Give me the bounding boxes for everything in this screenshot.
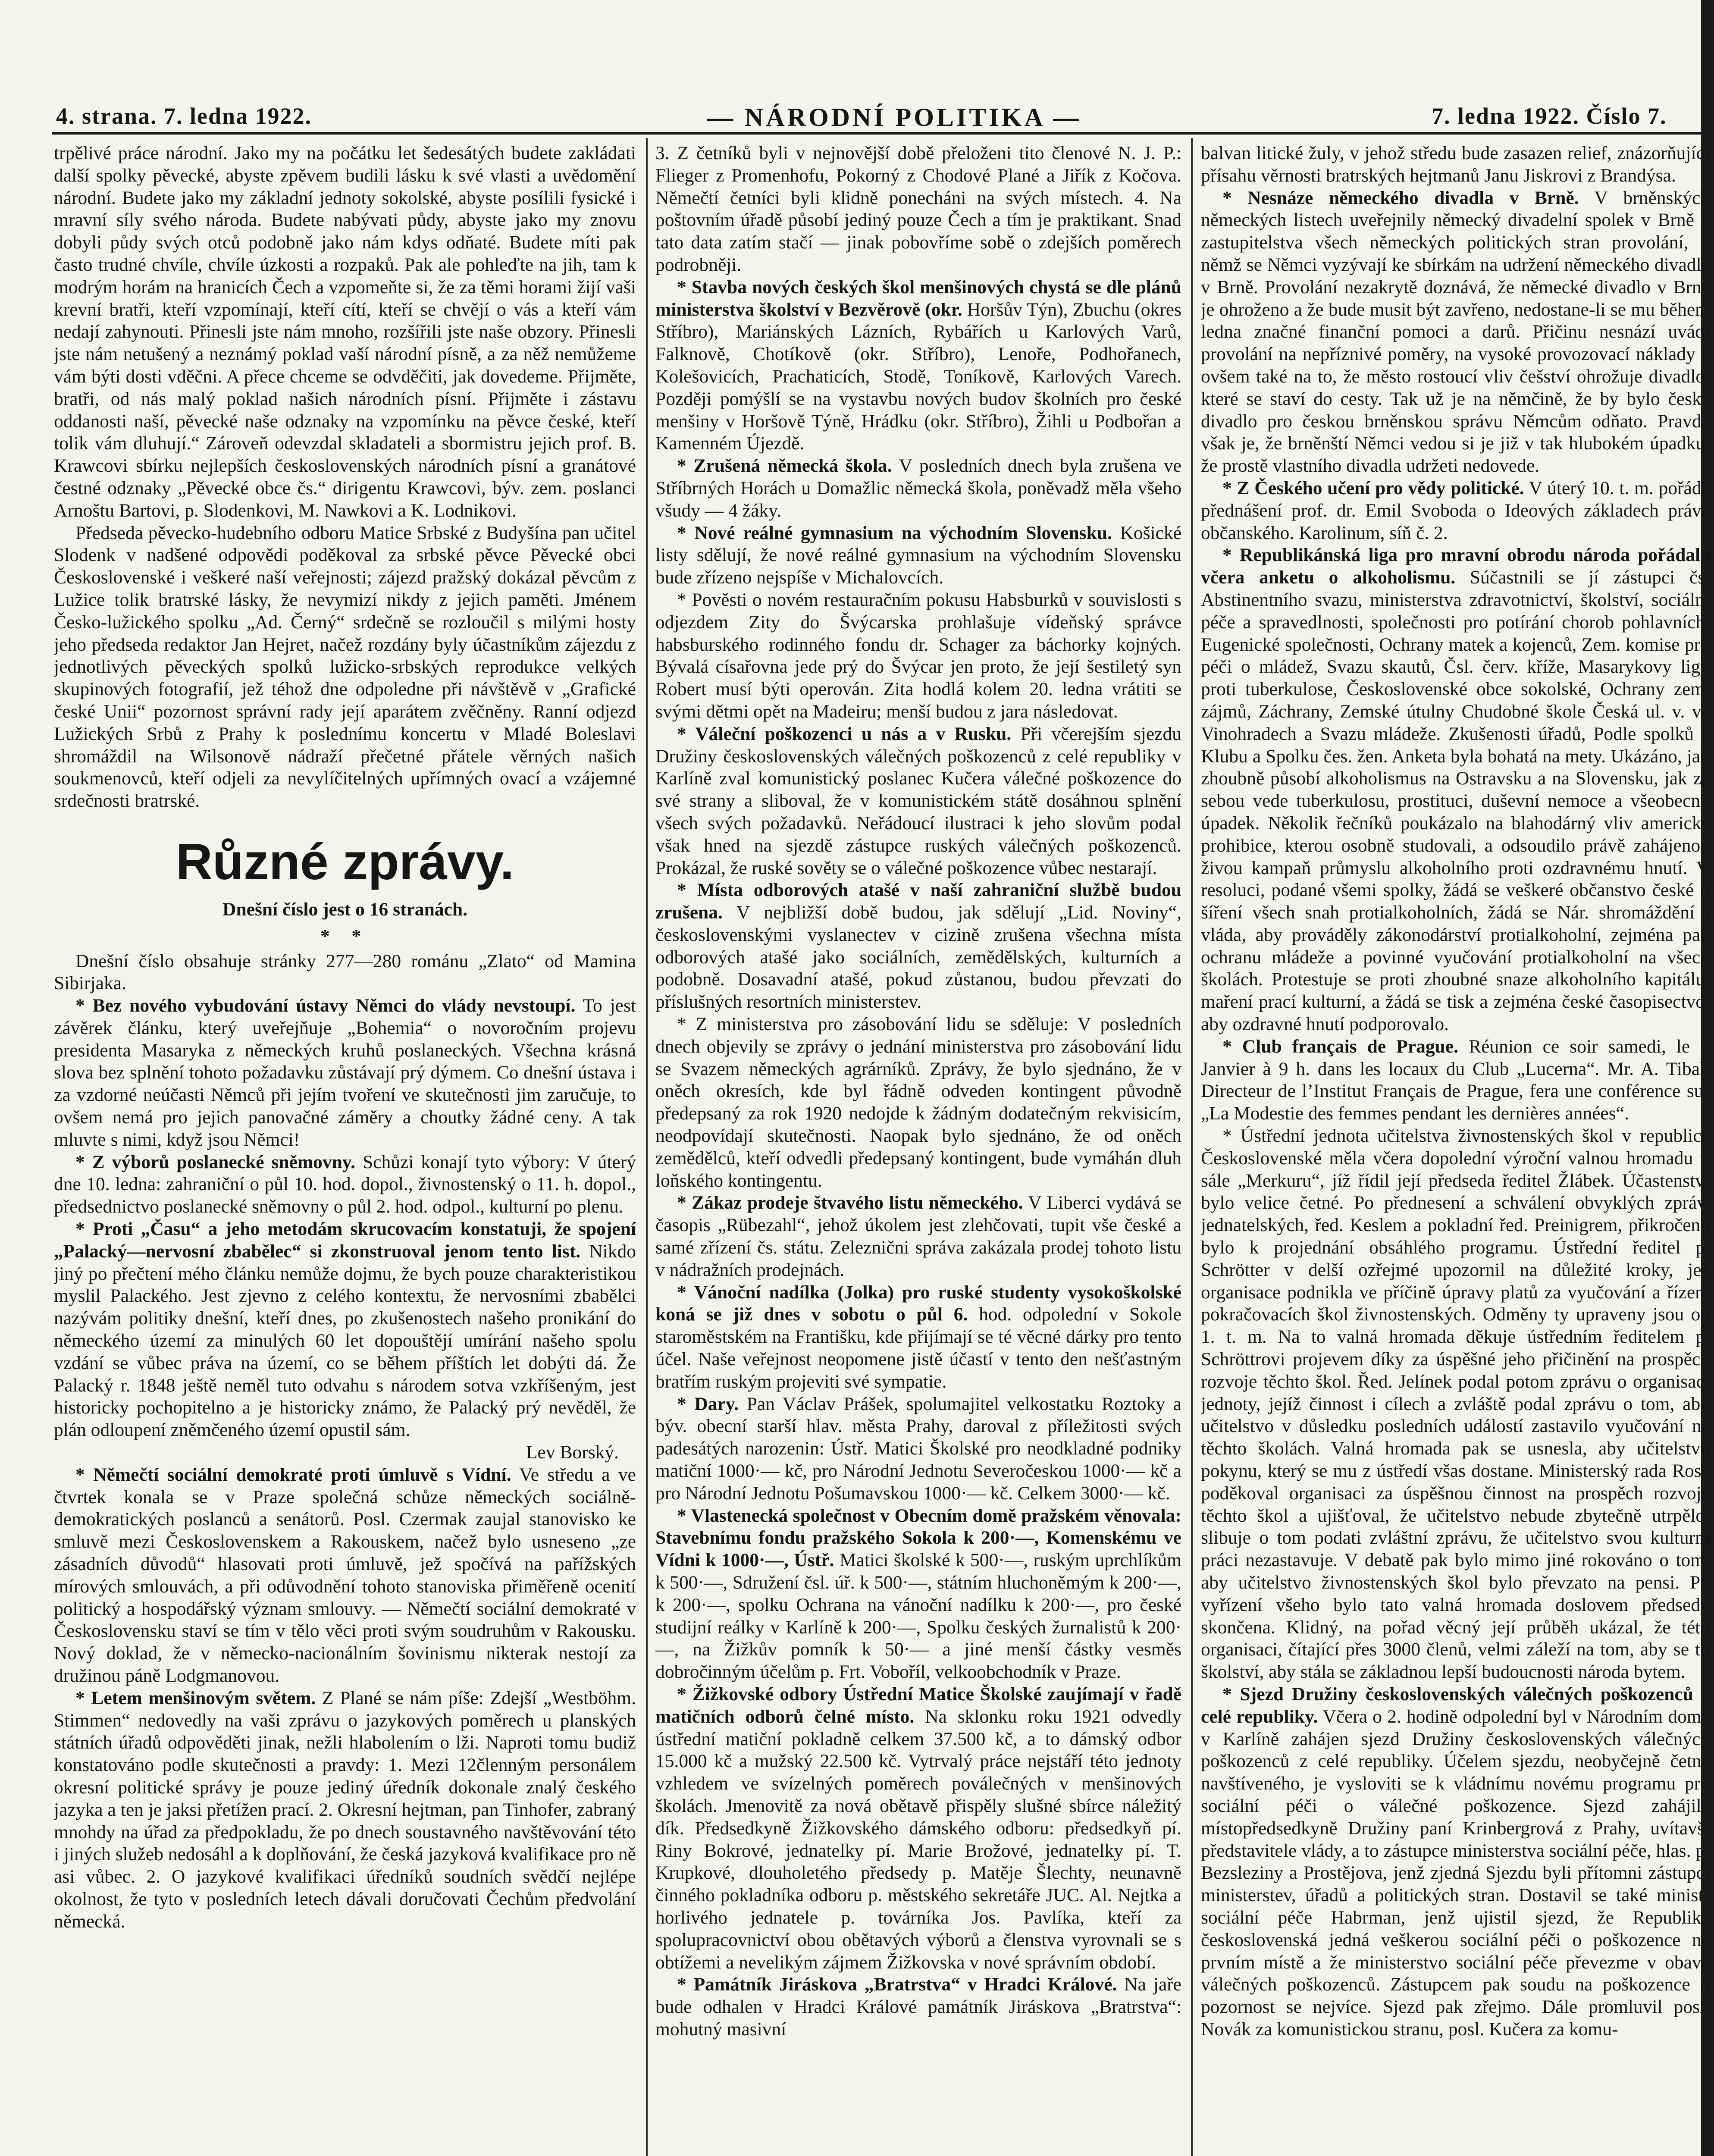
article-paragraph: trpělivé práce národní. Jako my na počátku let šedesátých budete zakládati další spolky pěvecké, abyste zpěvem budili lásku k své vlasti a uvědomění národní. Budete jako my základní jednoty sokolské, abyste posílili fysické i mravní síly svého národa. Budete nabývati půdy, abyste jako my znovu dobyli půdy svých otců podobně jako nám kdys odňaté. Budete míti pak často trudné chvíle, chvíle úzkosti a rozpaků. Pak ale pohleďte na jih, tam k modrým horám na hranicích Čech a vzpomeňte si, že za těmi horami žijí vaši krevní bratři, kteří vzpomínají, kteří cítí, kteří se chvějí o vás a kteří vám nedají zahynouti. Přinesli jste nám mnoho, rozšířili jste naše obzory. Přinesli jste nám netušený a neznámý poklad vaší národní písně, a za něž nemůžeme vám býti dosti vděčni. A přece chceme se odvděčiti, jak dovedeme. Přijměte, bratři, od nás malý poklad našich národních písní. Přijměte i zástavu oddanosti naší, pěvecké naše odznaky na vzpomínku na pěvce české, kteří tolik vám dluhují.“ Zároveň odevzdal skladateli a sbormistru jejich prof. B. Krawcovi sbírku nejlepších československých národních písní a granátové čestné odznaky „Pěvecké obce čs.“ dirigentu Krawcovi, býv. zem. poslanci Arnoštu Bartovi, p. Slodenkovi, M. Nawkovi a K. Lodnikovi.	[54, 143, 636, 521]
news-headline: * Sjezd Družiny československých válečných poškozenců z celé republiky.	[1201, 1683, 1710, 1727]
news-item: * Z výborů poslanecké sněmovny. Schůzi konají tyto výbory: V úterý dne 10. ledna: zahraniční o půl 10. hod. dopol., živnostenský o 11. h. dopol., předsednictvo poslanecké sněmovny o půl 2. hod. odpol., kulturní po plenu.	[54, 1151, 636, 1217]
column-2	[655, 142, 1181, 2156]
news-item: * Zákaz prodeje štvavého listu německého. V Liberci vydává se časopis „Rübezahl“, jehož úkolem jest zlehčovati, tupit vše české a samé zřízení čs. státu. Zeleznični správa zakázala prodej tohoto listu v nádražních prodejnách.	[655, 1192, 1181, 1280]
news-item: 3. Z četníků byli v nejnovější době přeloženi tito členové N. J. P.: Flieger z Promenhofu, Pokorný z Chodové Plané a Jiřík z Kočova. Němečtí četníci byli klidně ponecháni na svých místech. 4. Na poštovním úřadě působí jediný pouze Čech a tím je praktikant. Snad tato data zatím stačí — jinak pobovříme sobě o zdejších poměrech podrobněji.	[655, 143, 1181, 275]
news-item: * Bez nového vybudování ústavy Němci do vlády nevstoupí. To jest závěrek článku, který uveřejňuje „Bohemia“ o novoročním projevu presidenta Masaryka z německých kruhů poslaneckých. Všechna krásná slova bez splnění tohoto požadavku zůstávají prý dýmem. Co dnešní ústava i za vzdorné neúčasti Němců při jejím tvoření ve skutečnosti jim zaručuje, to ovšem nemá pro jejich panovačné záměry a choutky žádné ceny. A tak mluvte s nimi, když jsou Němci!	[54, 995, 636, 1150]
news-headline: * Vlastenecká společnost v Obecním domě pražském věnovala: Stavebnímu fondu pražského Sokola k 200·—, Komenskému ve Vídni k 1000·—, Ústř.	[655, 1505, 1181, 1571]
news-item: * Sjezd Družiny československých válečných poškozenců z celé republiky. Včera o 2. hodině odpolední byl v Národním domě v Karlíně zahájen sjezd Družiny československých válečných poškozenců z celé republiky. Účelem sjezdu, neobyčejně četně navštíveného, je vysloviti se k vládnímu novému programu pro sociální péči o válečné poškozence. Sjezd zahájila místopředsedkyně Družiny paní Krinbergrová z Prahy, uvítavši představitele vlády, a to zástupce ministerstva sociální péče, hlas. p. Bezsleziny a Prostějova, jenž zjedná Sjezdu byli přítomni zástupci ministerstev, úřadů a politických stran. Dostavil se také ministr sociální péče Habrman, jenž ujistil sjezd, že Republika československá jedná veškerou sociální péči o poškozence na prvním místě a že ministerstvo sociální péče převezme v obavě válečných poškozenců. Zástupcem pak soudu na poškozence o pozornost se nejvíce. Sjezd pak zřejmo. Dále promluvil posl. Novák za komunistickou stranu, posl. Kučera za komu-	[1201, 1683, 1710, 2040]
news-headline: * Republikánská liga pro mravní obrodu národa pořádala včera anketu o alkoholismu.	[1201, 545, 1710, 588]
news-headline: * Proti „Času“ a jeho metodám skrucovacím konstatuji, že spojení „Palacký—nervosní zbabělec“ si zkonstruoval jenom tento list.	[54, 1219, 636, 1262]
column-divider	[1191, 138, 1193, 2156]
news-item: * Republikánská liga pro mravní obrodu národa pořádala včera anketu o alkoholismu. Súčastnili se jí zástupci čs. Abstinentního svazu, ministerstva zdravotnictví, školství, sociální péče a spravedlnosti, společnosti pro potírání chorob pohlavních, Eugenické společnosti, Ochrany matek a kojenců, Zem. komise pro péči o mládež, Svazu skautů, Čsl. červ. kříže, Masarykovy ligy proti tuberkulose, Československé obce sokolské, Ochrany zem. zájmů, Záchrany, Zemské útulny Chudobné škole Česká ul. v. ve Vinohradech a Svazu mládeže. Zkušenosti úřadů, Podle spolků a Klubu a Spolku čes. žen. Anketa byla bohatá na mety. Ukázáno, jak zhoubně působí alkoholismus na Ostravsku a na Slovensku, jak za sebou vede tuberkulosu, prostituci, duševní nemoce a všeobecný úpadek. Několik řečníků poukázalo na blahodárný vliv americké prohibice, kterou osobně studovali, a odsoudilo právě zahájenou živou kampaň průmyslu alkoholního proti ozdravnému hnutí. V resoluci, podané všemi spolky, žádá se veškeré občanstvo české o šíření všech snah protialkoholních, žádá se Nár. shromáždění i vláda, aby prováděly zákonodárství protialkoholní, zejména pak ochranu mládeže a povinné vyučování protialkoholní na všech školách. Protestuje se proti zhoubné snaze alkoholního kapitálu, maření prací kulturní, a žádá se tisk a zejména české časopisectvo, aby ozdravné hnutí podporovalo.	[1201, 545, 1710, 1035]
news-headline: * Dary.	[677, 1393, 739, 1414]
author-signature: Lev Borský.	[526, 1442, 619, 1463]
news-headline: * Zákaz prodeje štvavého listu německého.	[677, 1192, 1023, 1213]
header-page-date: 4. strana. 7. ledna 1922.	[56, 103, 312, 129]
news-item: * Letem menšinovým světem. Z Plané se nám píše: Zdejší „Westböhm. Stimmen“ nedovedly na vaši zprávu o jazykových poměrech u planských státních úřadů odpověděti jinak, nežli hlabolením o lži. Naproti tomu budiž konstatováno podle skutečnosti a pravdy: 1. Mezi 12členným personálem okresní politické správy je pouze jediný úředník dokonale znalý českého jazyka a ten je jaksi přetížen prací. 2. Okresní hejtman, pan Tinhofer, zabraný mnohdy na úřad za předpokladu, že po dnech soustavného navštěvování této i jiných služeb nedosáhl a k doplňování, že česká jazyková kvalifikace pro ně asi vůbec. 2. O jazykové kvalifikaci úředníků soudních svědčí nejlépe okolnost, že tyto v posledních letech dávali doručovati Čechům předvolání německá.	[54, 1687, 636, 1932]
news-headline: * Památník Jiráskova „Bratrstva“ v Hradci Králové.	[677, 1974, 1117, 1995]
news-item: balvan litické žuly, v jehož středu bude zasazen relief, znázorňující přísahu věrnosti bratrských hejtmanů Janu Jiskrovi z Brandýsa.	[1201, 143, 1710, 186]
news-item: * Nové reálné gymnasium na východním Slovensku. Košické listy sdělují, že nové reálné gymnasium na východním Slovensku bude zřízeno nejspíše v Michalovcích.	[655, 522, 1181, 588]
header-rule	[52, 132, 1714, 135]
news-headline: * Nové reálné gymnasium na východním Slovensku.	[677, 522, 1112, 543]
column-divider	[646, 138, 648, 2156]
news-item: * Váleční poškozenci u nás a v Rusku. Při včerejším sjezdu Družiny československých válečných poškozenců z celé republiky v Karlíně zval komunistický poslanec Kučera válečné poškozence do své strany a sliboval, že v komunistickém státě dosáhnou splnění všech svých požadavků. Neřádoucí ilustraci k jeho slovům podal však hned na sjezdě zástupce ruských válečných poškozenců. Prokázal, že ruské sověty se o válečné poškozence vůbec nestarají.	[655, 723, 1181, 878]
news-headline: * Němečtí sociální demokraté proti úmluvě s Vídní.	[75, 1464, 511, 1485]
news-item: * Památník Jiráskova „Bratrstva“ v Hradci Králové. Na jaře bude odhalen v Hradci Králové památník Jiráskova „Bratrstva“: mohutný masivní	[655, 1974, 1181, 2040]
article-paragraph: Předseda pěvecko-hudebního odboru Matice Srbské z Budyšína pan učitel Slodenk v nadšené odpovědi poděkoval za srbské pěvce Pěvecké obci Československé i veškeré naší veřejnosti; zájezd pražský dokázal pěvcům z Lužice tolik bratrské lásky, že nevymizí nikdy z jejich paměti. Jménem Česko-lužického spolku „Ad. Černý“ srdečně se rozloučil s milými hosty jeho předseda redaktor Jan Hejret, načež rozdány byly účastníkům zájezdu z jednotlivých pěveckých spolků lužicko-srbských reprodukce velkých skupinových fotografií, jež téhož dne odpoledne při návštěvě v „Grafické české Unii“ pozornost správní rady její aparátem zvěčněny. Ranní odjezd Lužických Srbů z Prahy k poslednímu koncertu v Mladé Boleslavi shromáždil na Wilsonově nádraží přečetné přátele věrných našich soukmenovců, kteří odjeli za nevylíčitelných upřímných ovací a vzájemné srdečnosti bratrské.	[54, 522, 636, 812]
news-headline: * Club français de Prague.	[1222, 1036, 1459, 1057]
separator-stars: * *	[320, 925, 370, 946]
news-item: * Proti „Času“ a jeho metodám skrucovacím konstatuji, že spojení „Palacký—nervosní zbabělec“ si zkonstruoval jenom tento list. Nikdo jiný po přečtení mého článku nemůže dojmu, že bych pouze charakteristikou myslil Palackého. Jest zjevno z celého kontextu, že nervosními zbabělci nazývám politiky dnešní, kteří dnes, po zkušenostech našeho pronikání do německého území za minulých 60 let dopouštějí umírání našeho spolu vzdání se vůbec práva na území, co se během příštích let dobýti dá. Že Palacký r. 1848 ještě neměl tuto odvahu s národem sotva vzkříšeným, jest historicky pochopitelno a je historicky známo, že Palacký prý nevěděl, že plán odloupení zněmčeného území opustil sám.	[54, 1219, 636, 1441]
news-item: * Vánoční nadílka (Jolka) pro ruské studenty vysokoškolské koná se již dnes v sobotu o půl 6. hod. odpolední v Sokole staroměstském na Františku, kde přijímají se té věcné dárky pro tento účel. Naše veřejnost neopomene jistě účastí v tento den nešťastným bratřím ruským projeviti své sympatie.	[655, 1282, 1181, 1392]
column-1	[54, 142, 636, 2156]
news-item: * Dary. Pan Václav Prášek, spolumajitel velkostatku Roztoky a býv. obecní starší hlav. města Prahy, daroval z příležitosti svých padesátých narozenin: Ústř. Matici Školské pro neodkladné podniky matiční 1000·— kč, pro Národní Jednotu Severočeskou 1000·— kč a pro Národní Jednotu Pošumavskou 1000·— kč. Celkem 3000·— kč.	[655, 1393, 1181, 1504]
news-item: * Žižkovské odbory Ústřední Matice Školské zaujímají v řadě matičních odborů čelné místo. Na sklonku roku 1921 odvedly ústřední matiční pokladně celkem 37.500 kč, a to dámský odbor 15.000 kč a mužský 22.500 kč. Vytrvalý práce nejstáří této jednoty vzhledem ve svízelných poměrech poválečných v menšinových školách. Jmenovitě za nová obětavě přispěly slušné sbírce náležitý dík. Předsedkyně Žižkovského dámského odboru: předsedkyň pí. Riny Bokrové, jednatelky pí. Marie Brožové, jednatelky pí. T. Krupkové, dlouholetého předsedy p. Matěje Šlechty, neunavně činného pokladníka odboru p. městského sekretáře JUC. Al. Nejtka a horlivého jednatele p. továrníka Jos. Pavlíka, kteří za spolupracovnictví obou obětavých výborů a členstva vyrovnali se s obtížemi a nevelikým zájmem Žižkovska v nové správním období.	[655, 1683, 1181, 1973]
news-item: * Vlastenecká společnost v Obecním domě pražském věnovala: Stavebnímu fondu pražského Sokola k 200·—, Komenskému ve Vídni k 1000·—, Ústř. Matici školské k 500·—, ruským uprchlíkům k 500·—, Sdružení čsl. úř. k 500·—, státním hluchoněmým k 200·—, k 200·—, spolku Ochrana na vánoční nadílku k 200·—, pro české studijní reálky v Karlíně k 200·—, Spolku českých žurnalistů k 200·—, na Žižkův pomník k 50·— a jiné menší částky vesměs dobročinným účelům p. Frt. Voboříl, velkoobchodník v Praze.	[655, 1505, 1181, 1683]
news-headline: * Zrušená německá škola.	[677, 455, 892, 476]
masthead-title: — NÁRODNÍ POLITIKA —	[707, 103, 1082, 132]
issue-note: Dnešní číslo jest o 16 stranách.	[222, 899, 467, 920]
news-item: * Němečtí sociální demokraté proti úmluvě s Vídní. Ve středu a ve čtvrtek konala se v Praze společná schůze německých sociálně-demokratických poslanců a senátorů. Posl. Czermak zaujal stanovisko ke smluvě mezi Československem a Rakouskem, načež bylo usneseno „ze zásadních důvodů“ hlasovati proti úmluvě, jež spočívá na pařížských mírových smlouvách, a při odůvodnění tohoto stanoviska přiměřeně ocenití politický a hospodářský význam smlouvy. — Němečtí sociální demokraté v Československu staví se tím v tělo věci proti svým soudruhům v Rakousku. Nový doklad, že v německo-nacionálním šovinismu nikterak nestojí za družinou páně Lodgmanovou.	[54, 1464, 636, 1686]
news-headline: * Váleční poškozenci u nás a v Rusku.	[677, 723, 1012, 744]
news-item: * Z ministerstva pro zásobování lidu se sděluje: V posledních dnech objevily se zprávy o jednání ministerstva pro zásobování lidu se Svazem německých agrárníků. Zprávy, že bylo sjednáno, že v oněch okresích, kde byl řádně odveden kontingent původně předepsaný za rok 1920 nedojde k žádným dodatečným rekvisicím, neodpovídají skutečnosti. Naopak bylo sjednáno, že od oněch zemědělců, kteří odvedli předepsaný kontingent, bude vymáhán dluh loňského kontingentu.	[655, 1014, 1181, 1191]
news-item: * Pověsti o novém restauračním pokusu Habsburků v souvislosti s odjezdem Zity do Švýcarska prohlašuje vídeňský správce habsburského rodinného fondu dr. Schager za báchorky kojných. Bývalá císařovna jede prý do Švýcar jen proto, že její šestiletý syn Robert musí býti operován. Zita hodlá kolem 20. ledna vrátiti se svými dětmi opět na Madeiru; menší budou z jara následovat.	[655, 589, 1181, 722]
news-headline: * Letem menšinovým světem.	[75, 1687, 316, 1708]
news-headline: * Z Českého učení pro vědy politické.	[1222, 477, 1524, 498]
news-item: * Ústřední jednota učitelstva živnostenských škol v republice Československé měla včera dopolední výroční valnou hromadu v sále „Merkuru“, jíž řídil její předseda ředitel Žlábek. Účastenství bylo velice četné. Po přednesení a schválení obvyklých zpráv, jednatelských, řed. Keslem a pokladní řed. Preinigrem, přikročeno bylo k projednání obsáhlého programu. Ústřední ředitel p. Schrötter v delší ozřejmé upozornil na důležité kroky, jež organisace podnikla ve příčině úpravy platů za vyučování a řízení pokračovacích škol živnostenských. Odměny ty upraveny jsou od 1. t. m. Na to valná hromada děkuje ústředním ředitelem p. Schröttrovi projevem díky za úspěšné jeho přičinění na prospěch rozvoje těchto škol. Řed. Jelínek podal potom zprávu o organisaci jednoty, jejíž činnost i cílech a zvláště podal zprávu o tom, aby učitelstvo v důsledku posledních událostí zastavilo vyučování na těchto školách. Valná hromada pak se usnesla, aby učitelstvo pokynu, který se mu z ústředí všas dostane. Ministerský rada Rosa poděkoval organisaci za úspěšnou činnost na prospěch rozvoje těchto škol a ujišťoval, že učitelstvo nebude zbytečně utrpělo, slibuje o tom podati zvláštní zprávu, že učitelstvo svou kulturní práci nezastavuje. V debatě pak bylo mimo jiné rokováno o tom, aby učitelstvo živnostenských škol bylo převzato na pensi. Po vyřízení všeho bylo tato valná hromada doslovem předsedy skončena. Klidný, na pořad věcný její průběh ukázal, že této organisaci, čítající přes 3000 členů, velmi záleží na tom, aby se to školství, aby stála se základnou lepší budoucnosti národa bytem.	[1201, 1125, 1710, 1683]
news-item: * Zrušená německá škola. V posledních dnech byla zrušena ve Stříbrných Horách u Domažlic německá škola, poněvadž měla všeho všudy — 4 žáky.	[655, 455, 1181, 521]
news-headline: * Z výborů poslanecké sněmovny.	[75, 1151, 356, 1172]
news-item: * Nesnáze německého divadla v Brně. V brněnských německých listech uveřejnily německý divadelní spolek v Brně a zastupitelstva všech německých politických stran provolání, v němž se Němci vyzývají ke sbírkám na udržení německého divadla v Brně. Provolání nezakrytě doznává, že německé divadlo v Brně je ohroženo a že bude musit být zavřeno, nedostane-li se mu během ledna značné finanční pomoci a darů. Přičinu nesnází uvádí provolání na nepříznivé poměry, na vysoké provozovací náklady a ovšem také na to, že město rostoucí vliv češství ohrožuje divadlo, které se staví do cesty. Tak už je na němčině, že by bylo české divadlo pro českou brněnskou správu Němcům odňato. Pravda však je, že brněnští Němci vedou si je již v tak hlubokém úpadku, že prostě vlastního divadla udržeti nedovede.	[1201, 187, 1710, 476]
section-title: Různé zprávy.	[175, 833, 514, 890]
news-headline: * Stavba nových českých škol menšinových chystá se dle plánů ministerstva školství v Bezvěrově (okr.	[655, 276, 1181, 320]
news-headline: * Žižkovské odbory Ústřední Matice Školské zaujímají v řadě matičních odborů čelné místo.	[655, 1683, 1181, 1727]
column-3	[1201, 142, 1710, 2156]
news-headline: * Bez nového vybudování ústavy Němci do vlády nevstoupí.	[75, 995, 576, 1016]
news-item: Dnešní číslo obsahuje stránky 277—280 románu „Zlato“ od Mamina Sibirjaka.	[54, 950, 636, 994]
news-headline: * Vánoční nadílka (Jolka) pro ruské studenty vysokoškolské koná se již dnes v sobotu o půl 6.	[655, 1282, 1181, 1325]
news-headline: * Nesnáze německého divadla v Brně.	[1222, 187, 1579, 208]
news-item: * Z Českého učení pro vědy politické. V úterý 10. t. m. pořádá přednášení prof. dr. Emil Svoboda o Ideových základech práva občanského. Karolinum, síň č. 2.	[1201, 477, 1710, 543]
header-date-issue: 7. ledna 1922. Číslo 7.	[1432, 103, 1667, 129]
page-header	[0, 0, 1714, 134]
news-item: * Stavba nových českých škol menšinových chystá se dle plánů ministerstva školství v Bezvěrově (okr. Horšův Týn), Zbuchu (okres Stříbro), Mariánských Lázních, Rybářích u Karlových Varů, Falknově, Chotíkově (okr. Stříbro), Lenoře, Podhořanech, Kolešovicích, Prachaticích, Stodě, Toníkově, Karlových Varech. Později pomýšlí se na vystavbu nových budov školních pro české menšiny v Horšově Týně, Hrádku (okr. Stříbro), Žihli u Podbořan a Kamenném Újezdě.	[655, 276, 1181, 454]
news-headline: * Místa odborových atašé v naší zahraniční službě budou zrušena.	[655, 880, 1181, 923]
news-item: * Místa odborových atašé v naší zahraniční službě budou zrušena. V nejbližší době budou, jak sdělují „Lid. Noviny“, československými vyslanectev v cizině zrušena všechna místa odborových atašé jako sociálních, zemědělských, kulturních a podobně. Dosavadní atašé, pokud zůstanou, budou převzati do příslušných resortních ministerstev.	[655, 880, 1181, 1012]
news-item: * Club français de Prague. Réunion ce soir samedi, le 7 Janvier à 9 h. dans les locaux du Club „Lucerna“. Mr. A. Tibal, Directeur de l’Institut Français de Prague, fera une conférence sur „La Modestie des femmes pendant les dernières années“.	[1201, 1036, 1710, 1124]
